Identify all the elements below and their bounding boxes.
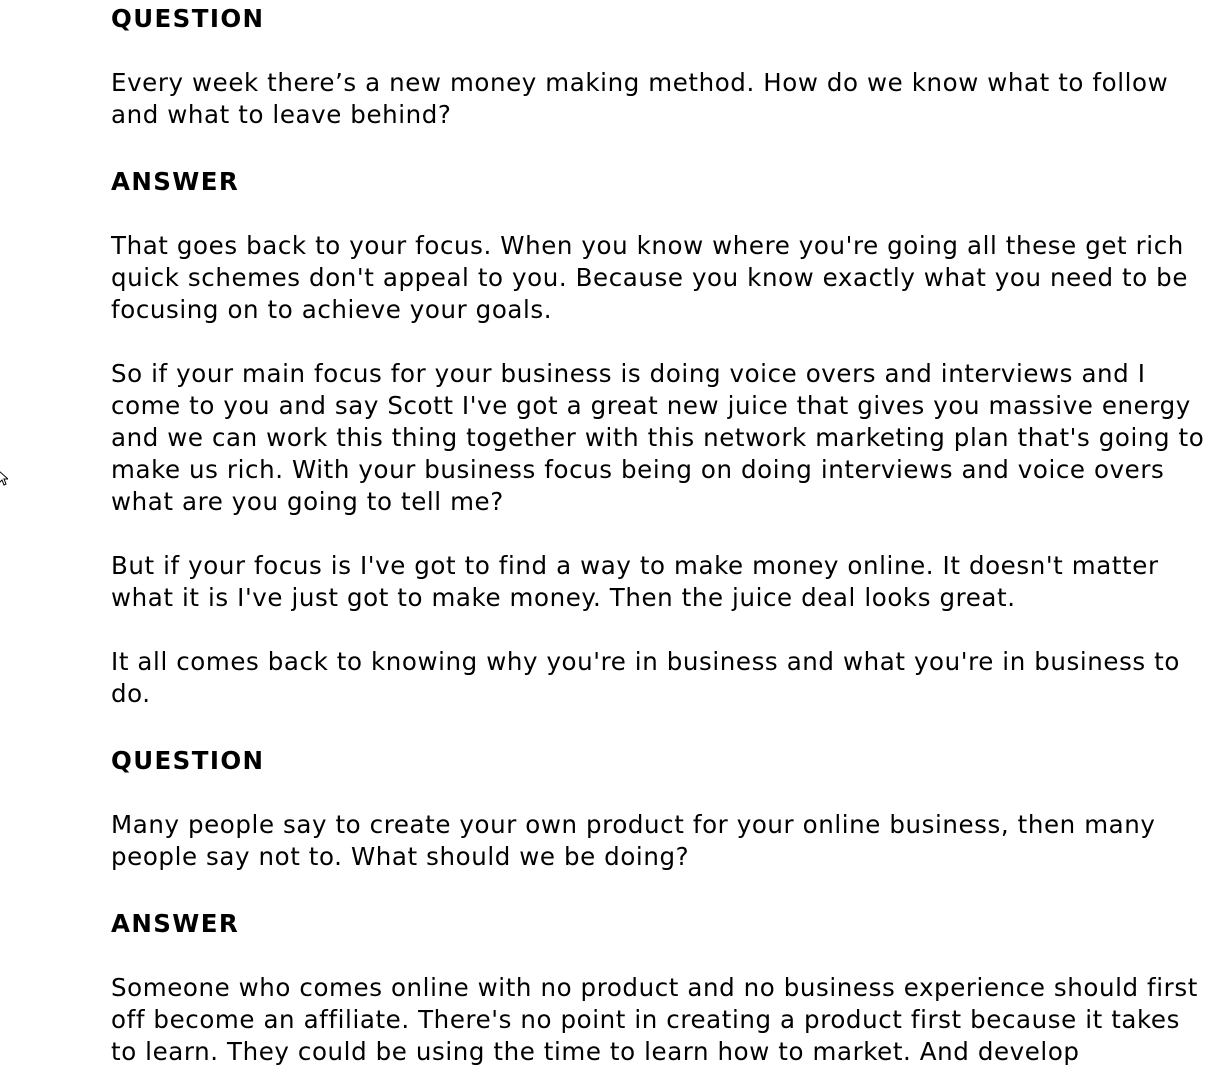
question-heading: QUESTION xyxy=(111,4,265,33)
spacer xyxy=(111,614,1211,646)
spacer xyxy=(111,131,1211,163)
answer-paragraph: So if your main focus for your business is doing voice overs and interviews and I come to you and say Scott I've got a great new juice that gives you massive energy and we can work this thing together with this network marketing plan that's going to make us rich. With your business focus being on doing interviews and voice overs what are you going to tell me? xyxy=(111,359,1205,516)
spacer xyxy=(111,873,1211,905)
spacer xyxy=(111,198,1211,230)
mouse-pointer-icon xyxy=(0,470,8,486)
spacer xyxy=(111,518,1211,550)
document-page xyxy=(111,0,1211,1068)
question-text: Every week there’s a new money making method. How do we know what to follow and what to leave behind? xyxy=(111,68,1169,129)
answer-paragraph: That goes back to your focus. When you know where you're going all these get rich quick schemes don't appeal to you. Because you know exactly what you need to be focusing on to achieve your goals. xyxy=(111,231,1189,324)
spacer xyxy=(111,940,1211,972)
spacer xyxy=(111,326,1211,358)
spacer xyxy=(111,35,1211,67)
answer-paragraph: But if your focus is I've got to find a way to make money online. It doesn't matter what it is I've just got to make money. Then the juice deal looks great. xyxy=(111,551,1159,612)
answer-paragraph: It all comes back to knowing why you're in business and what you're in business to do. xyxy=(111,647,1180,708)
answer-heading: ANSWER xyxy=(111,909,240,938)
answer-heading: ANSWER xyxy=(111,167,240,196)
answer-paragraph: Someone who comes online with no product and no business experience should first off become an affiliate. There's no point in creating a product first because it takes to learn. They could be using the time to learn how to market. And develop xyxy=(111,973,1198,1066)
question-heading: QUESTION xyxy=(111,746,265,775)
question-text: Many people say to create your own product for your online business, then many people say not to. What should we be doing? xyxy=(111,810,1156,871)
spacer xyxy=(111,710,1211,742)
spacer xyxy=(111,777,1211,809)
